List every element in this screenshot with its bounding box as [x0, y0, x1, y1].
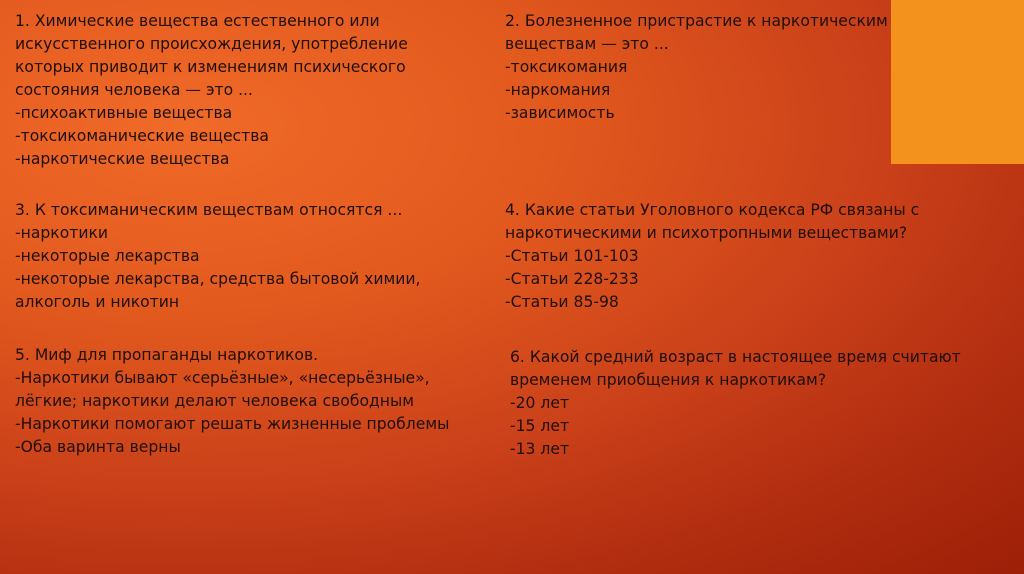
- question-4-text: 4. Какие статьи Уголовного кодекса РФ связаны с: [505, 201, 920, 219]
- answer-option: -Наркотики бывают «серьёзные», «несерьёзные»,: [15, 369, 430, 387]
- question-4-text: наркотическими и психотропными веществами?: [505, 224, 908, 242]
- answer-option: -Наркотики помогают решать жизненные проблемы: [15, 415, 450, 433]
- question-1-text: искусственного происхождения, употребление: [15, 35, 408, 53]
- question-block-6: [510, 346, 961, 461]
- question-block-1: [15, 10, 408, 171]
- question-6-text: временем приобщения к наркотикам?: [510, 371, 827, 389]
- answer-option: -наркомания: [505, 81, 611, 99]
- answer-option: -некоторые лекарства, средства бытовой химии,: [15, 270, 421, 288]
- question-2-text: 2. Болезненное пристрастие к наркотическим: [505, 12, 888, 30]
- answer-option: -наркотические вещества: [15, 150, 230, 168]
- answer-option: лёгкие; наркотики делают человека свободным: [15, 392, 415, 410]
- question-1-text: 1. Химические вещества естественного или: [15, 12, 380, 30]
- question-5-text: 5. Миф для пропаганды наркотиков.: [15, 346, 319, 364]
- answer-option: -психоактивные вещества: [15, 104, 233, 122]
- answer-option: -Оба варинта верны: [15, 438, 181, 456]
- question-2-text: веществам — это ...: [505, 35, 669, 53]
- question-block-4: [505, 199, 919, 314]
- answer-option: -токсикомания: [505, 58, 628, 76]
- answer-option: -13 лет: [510, 440, 570, 458]
- answer-option: -некоторые лекарства: [15, 247, 200, 265]
- answer-option: -зависимость: [505, 104, 615, 122]
- answer-option: -20 лет: [510, 394, 570, 412]
- question-3-text: 3. К токсиманическим веществам относятся ...: [15, 201, 403, 219]
- question-block-3: [15, 199, 420, 314]
- answer-option: -Статьи 101-103: [505, 247, 639, 265]
- answer-option: алкоголь и никотин: [15, 293, 180, 311]
- question-1-text: состояния человека — это ...: [15, 81, 253, 99]
- answer-option: -Статьи 228-233: [505, 270, 639, 288]
- question-block-5: [15, 344, 449, 459]
- accent-square: [891, 0, 1024, 164]
- question-1-text: которых приводит к изменениям психического: [15, 58, 406, 76]
- answer-option: -наркотики: [15, 224, 109, 242]
- answer-option: -15 лет: [510, 417, 570, 435]
- question-6-text: 6. Какой средний возраст в настоящее время считают: [510, 348, 961, 366]
- question-block-2: [505, 10, 888, 125]
- answer-option: -токсикоманические вещества: [15, 127, 269, 145]
- answer-option: -Статьи 85-98: [505, 293, 619, 311]
